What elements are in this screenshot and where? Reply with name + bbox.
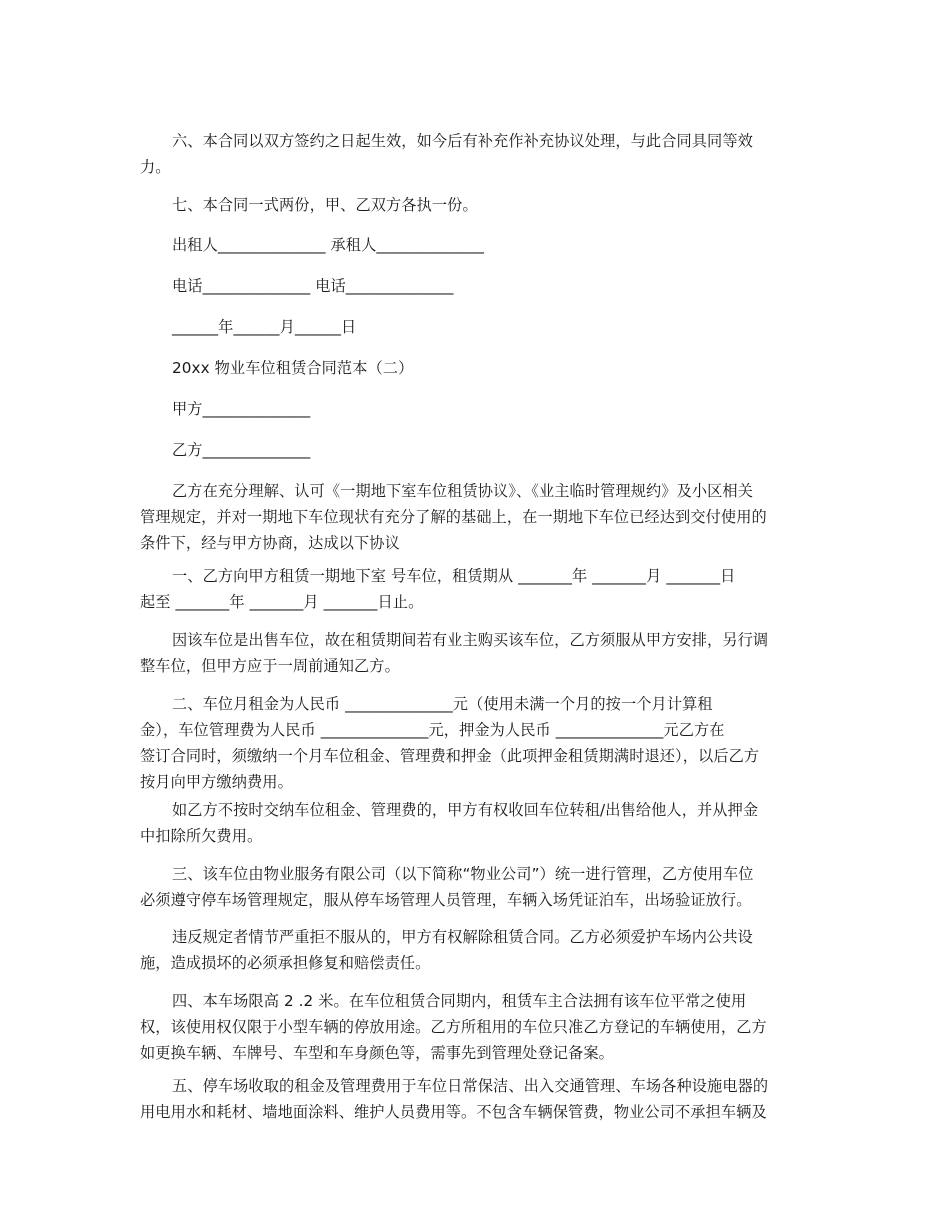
text-line: 如乙方不按时交纳车位租金、管理费的，甲方有权收回车位转租/出售给他人，并从押金	[172, 801, 759, 819]
text-line: 二、车位月租金为人民币 ______________元（使用未满一个月的按一个月计算租	[172, 695, 713, 713]
text-line: 因该车位是出售车位，故在租赁期间若有业主购买该车位，乙方须服从甲方安排，另行调	[172, 631, 769, 649]
text-line: 甲方______________	[172, 400, 311, 418]
signature-phones	[140, 273, 812, 299]
article-5-paragraph	[140, 1073, 812, 1125]
article-3-note-paragraph	[140, 924, 812, 976]
signature-lessor-lessee	[140, 232, 812, 258]
text-line: 管理规定，并对一期地下车位现状有充分了解的基础上，在一期地下车位已经达到交付使用的	[140, 508, 767, 526]
text-line: 金），车位管理费为人民币 ______________元，押金为人民币 ______________元乙方在	[140, 721, 725, 739]
text-line: 七、本合同一式两份，甲、乙双方各执一份。	[172, 196, 478, 214]
text-line: 条件下，经与甲方协商，达成以下协议	[140, 534, 400, 552]
text-line: 六、本合同以双方签约之日起生效，如今后有补充作补充协议处理，与此合同具同等效	[172, 132, 753, 150]
text-line: 按月向甲方缴纳费用。	[140, 773, 293, 791]
text-line: 整车位，但甲方应于一周前通知乙方。	[140, 657, 400, 675]
template-title	[140, 355, 812, 381]
text-line: 施，造成损坏的必须承担修复和赔偿责任。	[140, 954, 431, 972]
article-3-paragraph	[140, 861, 812, 913]
text-line: 乙方______________	[172, 441, 311, 459]
article-1-note-paragraph	[140, 627, 812, 679]
text-line: 乙方在充分理解、认可《一期地下室车位租赁协议》、《业主临时管理规约》及小区相关	[172, 482, 754, 500]
clause-6-paragraph	[140, 128, 812, 180]
text-line: 四、本车场限高 2 .2 米。在车位租赁合同期内，租赁车主合法拥有该车位平常之使用	[172, 992, 747, 1010]
signature-date	[140, 314, 812, 340]
text-line: 权，该使用权仅限于小型车辆的停放用途。乙方所租用的车位只准乙方登记的车辆使用，乙方	[140, 1018, 767, 1036]
clause-7-paragraph	[140, 192, 812, 218]
text-line: 五、停车场收取的租金及管理费用于车位日常保洁、出入交通管理、车场各种设施电器的	[172, 1077, 769, 1095]
text-line: 20xx 物业车位租赁合同范本（二）	[172, 359, 414, 377]
text-line: 力。	[140, 158, 171, 176]
article-1-paragraph	[140, 563, 812, 615]
text-line: 签订合同时，须缴纳一个月车位租金、管理费和押金（此项押金租赁期满时退还），以后乙方	[140, 747, 760, 765]
text-line: 如更换车辆、车牌号、车型和车身颜色等，需事先到管理处登记备案。	[140, 1044, 614, 1062]
text-line: 中扣除所欠费用。	[140, 827, 263, 845]
text-line: 三、该车位由物业服务有限公司（以下简称“物业公司”）统一进行管理，乙方使用车位	[172, 865, 754, 883]
party-b-line	[140, 437, 812, 463]
preamble-paragraph	[140, 478, 812, 556]
text-line: ______年______月______日	[172, 318, 357, 336]
article-4-paragraph	[140, 988, 812, 1066]
text-line: 电话______________ 电话______________	[172, 277, 454, 295]
party-a-line	[140, 396, 812, 422]
text-line: 出租人______________ 承租人______________	[172, 236, 485, 254]
text-line: 一、乙方向甲方租赁一期地下室 号车位，租赁期从 _______年 _______月 _______日	[172, 567, 736, 585]
article-2-note-paragraph	[140, 797, 812, 849]
text-line: 违反规定者情节严重拒不服从的，甲方有权解除租赁合同。乙方必须爱护车场内公共设	[172, 928, 753, 946]
text-line: 用电用水和耗材、墙地面涂料、维护人员费用等。不包含车辆保管费，物业公司不承担车辆及	[140, 1103, 767, 1121]
text-line: 起至 _______年 _______月 _______日止。	[140, 593, 424, 611]
text-line: 必须遵守停车场管理规定，服从停车场管理人员管理，车辆入场凭证泊车，出场验证放行。	[140, 891, 752, 909]
article-2-paragraph	[140, 691, 812, 795]
